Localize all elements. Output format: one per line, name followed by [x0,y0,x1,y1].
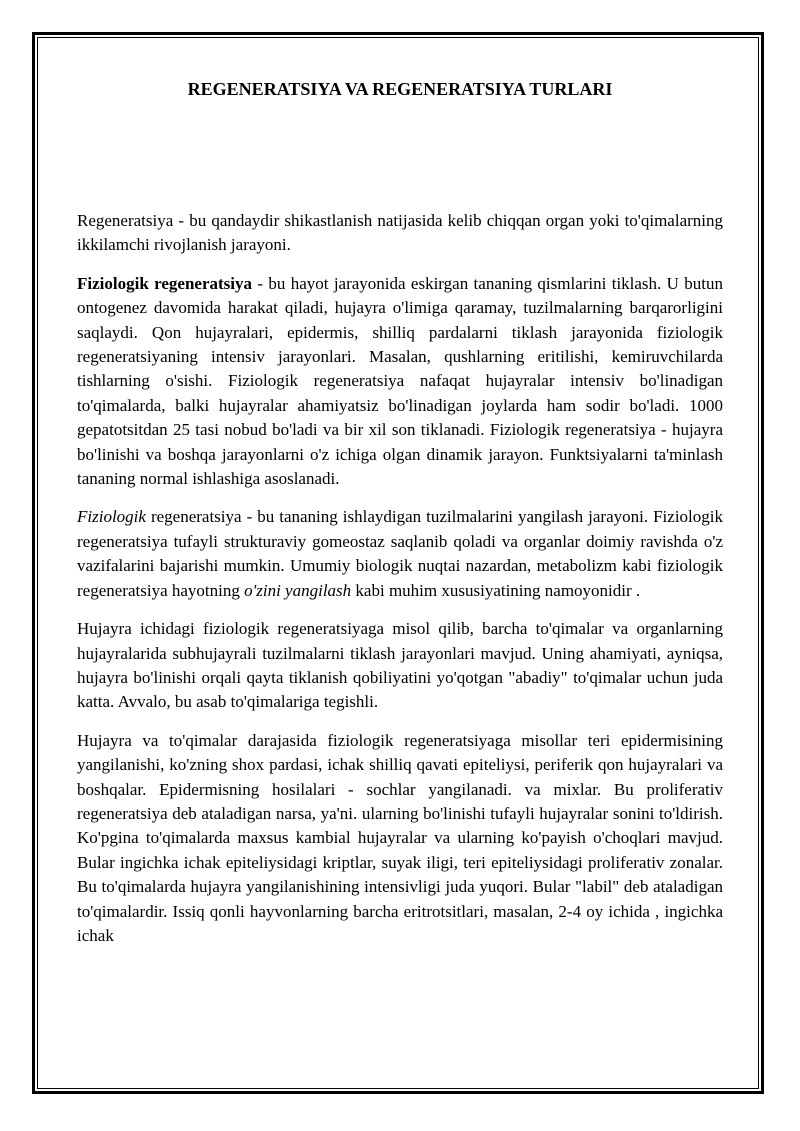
emphasis-italic: o'zini yangilash [244,580,352,600]
paragraph-text: kabi muhim xususiyatining namoyonidir . [351,580,641,600]
term-italic: Fiziologik [77,507,146,527]
paragraph-text: Hujayra va to'qimalar darajasida fiziologik regeneratsiyaga misollar teri epidermisining yangilanishi, ko'zning shox pardasi, ichak shilliq qavati epiteliysi, periferik qon hujayralari va boshqalar. Epidermisning hosilalari - sochlar yangilanadi. va mixlar. Bu proliferativ regeneratsiya deb ataladigan narsa, ya'ni. ularning bo'linishi tufayli hujayralar sonini to'ldirish. Ko'pgina to'qimalarda maxsus kambial hujayralar va ularning ko'payish o'choqlari mavjud. Bular ingichka ichak epiteliysidagi kriptlar, suyak iligi, teri epiteliysidagi proliferativ zonalar. Bu to'qimalarda hujayra yangilanishining intensivligi juda yuqori. Bular "labil" deb ataladigan to'qimalardir. Issiq qonli hayvonlarning barcha eritrotsitlari, masalan, 2-4 oy ichida , ingichka ichak [77,730,723,945]
document-body [77,209,723,962]
paragraph-text: Hujayra ichidagi fiziologik regeneratsiyaga misol qilib, barcha to'qimalar va organlarning hujayralarida subhujayrali tuzilmalarni tiklash jarayonlari mavjud. Uning ahamiyati, ayniqsa, hujayra bo'linishi orqali qayta tiklanish qobiliyatini yo'qotgan "abadiy" to'qimalar uchun juda katta. Avvalo, bu asab to'qimalariga tegishli. [77,619,723,712]
paragraph-intracellular [77,617,723,715]
paragraph-tissue-level [77,729,723,949]
term-bold: Fiziologik regeneratsiya [77,273,252,293]
paragraph-renewal [77,505,723,603]
paragraph-physiological-regeneration [77,272,723,492]
document-title: REGENERATSIYA VA REGENERATSIYA TURLARI [187,79,613,99]
paragraph-text: - bu hayot jarayonida eskirgan tananing qismlarini tiklash. U butun ontogenez davomida harakat qiladi, hujayra o'limiga qaramay, tuzilmalarning barqarorligini saqlaydi. Qon hujayralari, epidermis, shilliq pardalarni tiklash jarayonida fiziologik regeneratsiyaning intensiv jarayonlari. Masalan, qushlarning eritilishi, kemiruvchilarda tishlarning o'sishi. Fiziologik regeneratsiya nafaqat hujayralar intensiv bo'linadigan to'qimalarda, balki hujayralar ahamiyatsiz bo'linadigan joylarda ham sodir bo'ladi. 1000 gepatotsitdan 25 tasi nobud bo'ladi va bir xil son tiklanadi. Fiziologik regeneratsiya - hujayra bo'linishi va boshqa jarayonlarni o'z ichiga olgan dinamik jarayon. Funktsiyalarni ta'minlash tananing normal ishlashiga asoslanadi. [77,273,723,489]
paragraph-definition [77,209,723,258]
paragraph-text: Regeneratsiya - bu qandaydir shikastlanish natijasida kelib chiqqan organ yoki to'qimalarning ikkilamchi rivojlanish jarayoni. [77,211,723,255]
paragraph-text: regeneratsiya - bu tananing ishlaydigan tuzilmalarini yangilash jarayoni. Fiziologik regeneratsiya tufayli strukturaviy gomeostaz saqlanib qoladi va organlar doimiy ravishda o'z vazifalarini bajarishi mumkin. Umumiy biologik nuqtai nazardan, metabolizm kabi fiziologik regeneratsiya hayotning [77,507,723,600]
